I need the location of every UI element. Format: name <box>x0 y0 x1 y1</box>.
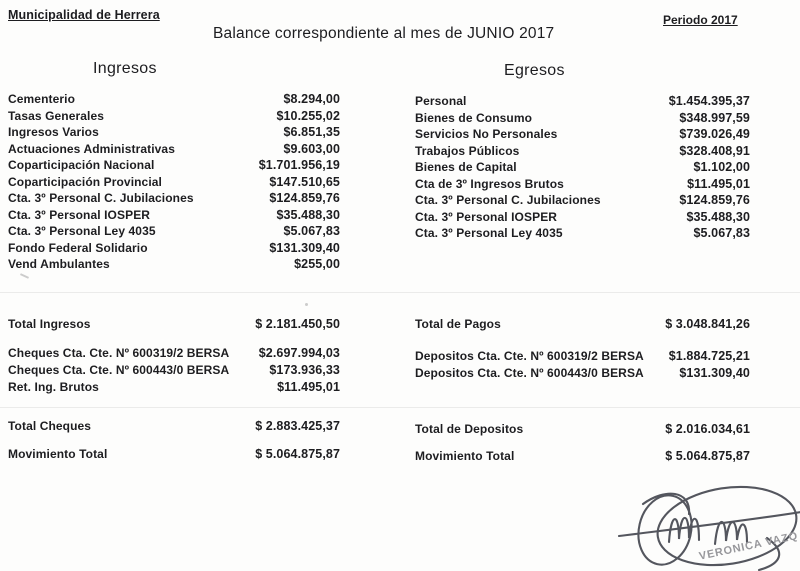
item-amount: $348.997,59 <box>679 110 750 125</box>
total-ingresos-row <box>8 317 340 331</box>
movimiento-total-row <box>415 449 750 463</box>
item-label: Cta. 3º Personal IOSPER <box>8 207 151 222</box>
item-label: Vend Ambulantes <box>8 257 110 271</box>
item-label: Coparticipación Nacional <box>8 158 155 172</box>
item-amount: $11.495,01 <box>687 176 750 191</box>
total-pagos-row <box>415 317 750 331</box>
ledger-row <box>8 142 340 159</box>
item-label: Trabajos Públicos <box>415 143 520 158</box>
item-amount: $5.067,83 <box>693 226 750 240</box>
scan-speck <box>305 303 308 306</box>
egresos-heading: Egresos <box>504 62 565 79</box>
item-amount: $10.255,02 <box>276 108 340 123</box>
ledger-row <box>8 224 340 241</box>
ledger-row <box>415 111 750 128</box>
total-label: Total de Depositos <box>415 422 524 436</box>
item-label: Cementerio <box>8 92 76 106</box>
ledger-row <box>415 226 750 243</box>
bank-amount: $131.309,40 <box>679 366 750 380</box>
ingresos-list <box>8 92 340 274</box>
item-label: Cta. 3º Personal Ley 4035 <box>8 224 156 238</box>
total-depositos-row <box>415 422 750 436</box>
ledger-row <box>415 160 750 177</box>
item-amount: $124.859,76 <box>679 193 750 207</box>
item-label: Cta. 3º Personal C. Jubilaciones <box>8 191 194 205</box>
item-amount: $147.510,65 <box>269 174 340 189</box>
bank-label: Cheques Cta. Cte. Nº 600443/0 BERSA <box>8 363 230 377</box>
total-amount: $ 2.883.425,37 <box>255 419 340 433</box>
ingresos-heading: Ingresos <box>93 60 157 77</box>
total-amount: $ 2.181.450,50 <box>255 317 340 331</box>
item-label: Bienes de Capital <box>415 160 517 174</box>
bank-amount: $2.697.994,03 <box>258 346 340 360</box>
item-amount: $124.859,76 <box>269 191 340 205</box>
total-label: Total de Pagos <box>415 317 501 331</box>
item-label: Ingresos Varios <box>8 125 99 139</box>
total-amount: $ 2.016.034,61 <box>665 422 750 436</box>
ledger-row <box>415 210 750 227</box>
bank-label: Cheques Cta. Cte. Nº 600319/2 BERSA <box>8 346 230 360</box>
item-amount: $739.026,49 <box>679 127 750 141</box>
ledger-row <box>8 241 340 258</box>
ledger-row <box>8 158 340 175</box>
scan-artifact-line <box>0 407 800 408</box>
ledger-row <box>8 191 340 208</box>
item-amount: $35.488,30 <box>686 209 750 224</box>
depositos-row <box>415 349 750 363</box>
total-amount: $ 5.064.875,87 <box>665 449 750 463</box>
bank-label: Depositos Cta. Cte. Nº 600319/2 BERSA <box>415 349 644 363</box>
bank-amount: $173.936,33 <box>269 363 340 377</box>
item-amount: $328.408,91 <box>679 143 750 158</box>
scan-speck <box>20 273 29 279</box>
ledger-row <box>8 175 340 192</box>
item-label: Personal <box>415 94 467 108</box>
scan-artifact-line <box>0 292 800 293</box>
item-amount: $255,00 <box>294 257 340 271</box>
total-label: Total Ingresos <box>8 317 91 331</box>
organization-name: Municipalidad de Herrera <box>8 8 160 22</box>
depositos-row <box>415 366 750 380</box>
ledger-row <box>8 109 340 126</box>
ledger-row <box>8 257 340 274</box>
bank-label: Ret. Ing. Brutos <box>8 380 99 394</box>
total-label: Total Cheques <box>8 419 92 433</box>
item-amount: $1.454.395,37 <box>668 94 750 108</box>
egresos-list <box>415 94 750 243</box>
bank-amount: $11.495,01 <box>277 380 340 394</box>
item-label: Fondo Federal Solidario <box>8 240 148 255</box>
total-label: Movimiento Total <box>415 449 515 463</box>
ledger-row <box>415 193 750 210</box>
item-label: Tasas Generales <box>8 108 105 123</box>
item-amount: $131.309,40 <box>269 240 340 255</box>
total-amount: $ 3.048.841,26 <box>665 317 750 331</box>
cheques-row <box>8 380 340 394</box>
ledger-row <box>415 177 750 194</box>
item-amount: $6.851,35 <box>283 125 340 139</box>
total-cheques-row <box>8 419 340 433</box>
total-label: Movimiento Total <box>8 447 108 461</box>
cheques-row <box>8 363 340 377</box>
bank-label: Depositos Cta. Cte. Nº 600443/0 BERSA <box>415 366 644 380</box>
item-label: Cta. 3º Personal C. Jubilaciones <box>415 193 601 207</box>
item-amount: $1.102,00 <box>693 160 750 174</box>
item-amount: $1.701.956,19 <box>258 158 340 172</box>
movimiento-total-row <box>8 447 340 461</box>
item-amount: $5.067,83 <box>283 224 340 238</box>
cheques-row <box>8 346 340 360</box>
item-label: Coparticipación Provincial <box>8 174 162 189</box>
ledger-row <box>8 125 340 142</box>
item-label: Cta de 3º Ingresos Brutos <box>415 176 564 191</box>
item-amount: $9.603,00 <box>283 141 340 156</box>
ledger-row <box>415 127 750 144</box>
total-amount: $ 5.064.875,87 <box>255 447 340 461</box>
item-label: Bienes de Consumo <box>415 110 533 125</box>
ledger-row <box>8 92 340 109</box>
signature-stamp-text: VERONICA VAZQ <box>698 530 800 563</box>
ledger-row <box>8 208 340 225</box>
item-label: Actuaciones Administrativas <box>8 141 175 156</box>
item-amount: $35.488,30 <box>276 207 340 222</box>
item-amount: $8.294,00 <box>283 92 340 106</box>
item-label: Servicios No Personales <box>415 127 558 141</box>
ledger-row <box>415 94 750 111</box>
ledger-row <box>415 144 750 161</box>
bank-amount: $1.884.725,21 <box>668 349 750 363</box>
item-label: Cta. 3º Personal IOSPER <box>415 209 558 224</box>
document-title: Balance correspondiente al mes de JUNIO 2017 <box>213 25 555 42</box>
item-label: Cta. 3º Personal Ley 4035 <box>415 226 563 240</box>
period-label: Periodo 2017 <box>663 13 738 27</box>
